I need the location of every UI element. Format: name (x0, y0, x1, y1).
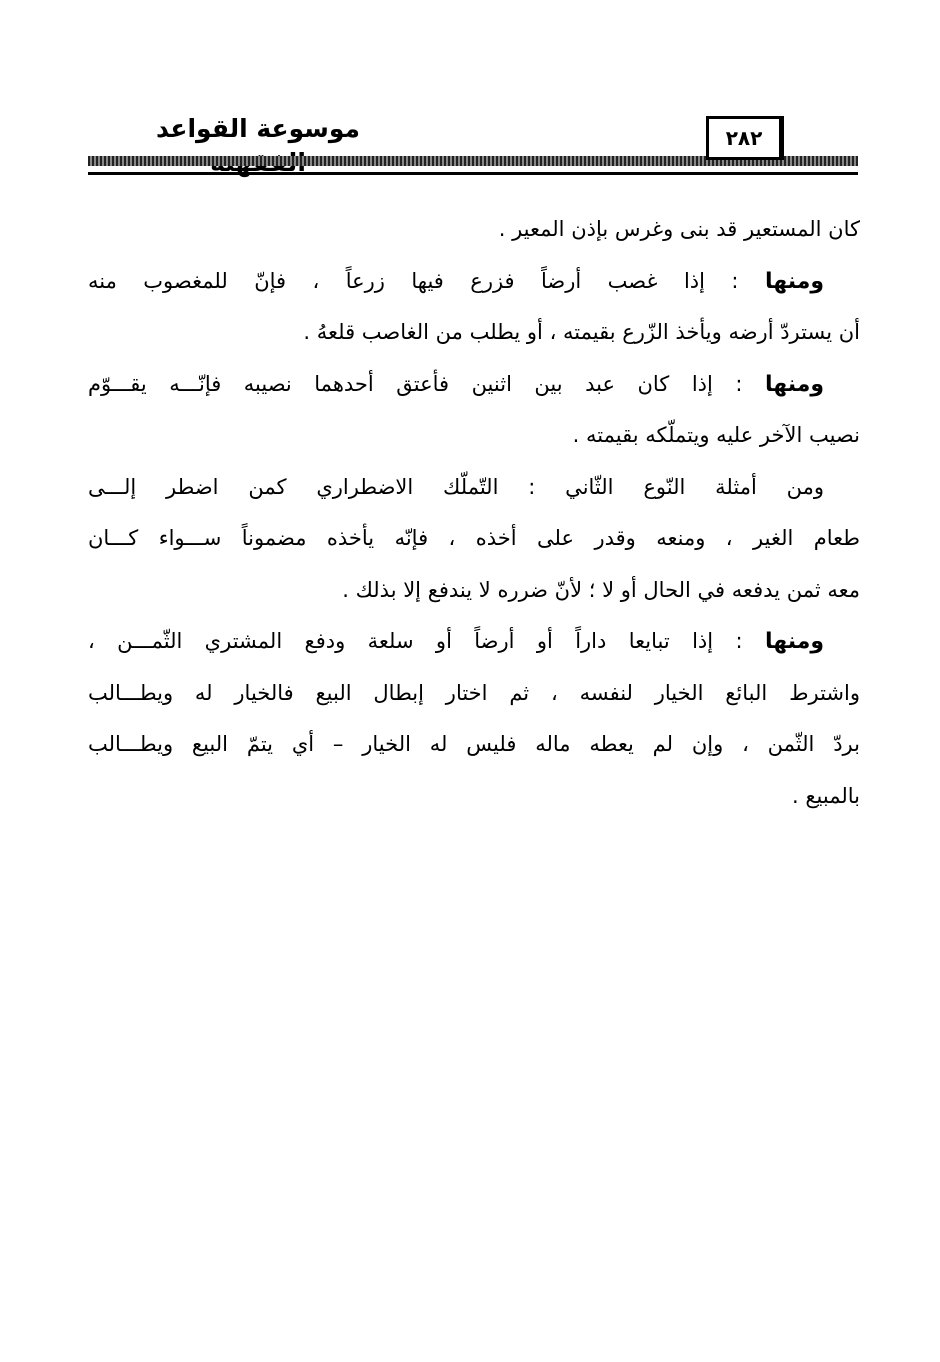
page-header (88, 112, 858, 178)
keyword-minha: ومنها (764, 268, 824, 294)
text-line: أن يستردّ أرضه ويأخذ الزّرع بقيمته ، أو يطلب من الغاصب قلعهُ . (303, 320, 860, 344)
text-line: ومن أمثلة النّوع الثّاني : التّملّك الاضطراري كمن اضطر إلـــى (88, 474, 824, 499)
keyword-minha: ومنها (764, 371, 824, 397)
header-rule-thin (88, 172, 858, 175)
text-line: بالمبيع . (792, 783, 860, 808)
text-line: واشترط البائع الخيار لنفسه ، ثم اختار إبطال البيع فالخيار له ويطـــالب (88, 680, 860, 705)
text-line: معه ثمن يدفعه في الحال أو لا ؛ لأنّ ضرره لا يندفع إلا بذلك . (342, 577, 860, 602)
body-text (88, 204, 860, 822)
text-line: بردّ الثّمن ، وإن لم يعطه ماله فليس له الخيار – أي يتمّ البيع ويطـــالب (88, 732, 860, 756)
text-line: نصيب الآخر عليه ويتملّكه بقيمته . (572, 423, 860, 447)
text-line: ومنها : إذا تبايعا داراً أو أرضاً أو سلعة ودفع المشتري الثّمـــن ، (88, 629, 824, 654)
text-line: ومنها : إذا غصب أرضاً فزرع فيها زرعاً ، فإنّ للمغصوب منه (88, 268, 824, 294)
text-line: طعام الغير ، ومنعه وقدر على أخذه ، فإنّه يأخذه مضموناً ســـواء كـــان (88, 526, 860, 550)
text-line: ومنها : إذا كان عبد بين اثنين فأعتق أحدهما نصيبه فإنّـــه يقـــوّم (88, 371, 824, 397)
page-number: ٢٨٢ (706, 116, 784, 160)
text-line: كان المستعير قد بنى وغرس بإذن المعير . (498, 217, 860, 241)
keyword-minha: ومنها (764, 629, 824, 654)
book-title: موسوعة القواعد (155, 114, 361, 143)
